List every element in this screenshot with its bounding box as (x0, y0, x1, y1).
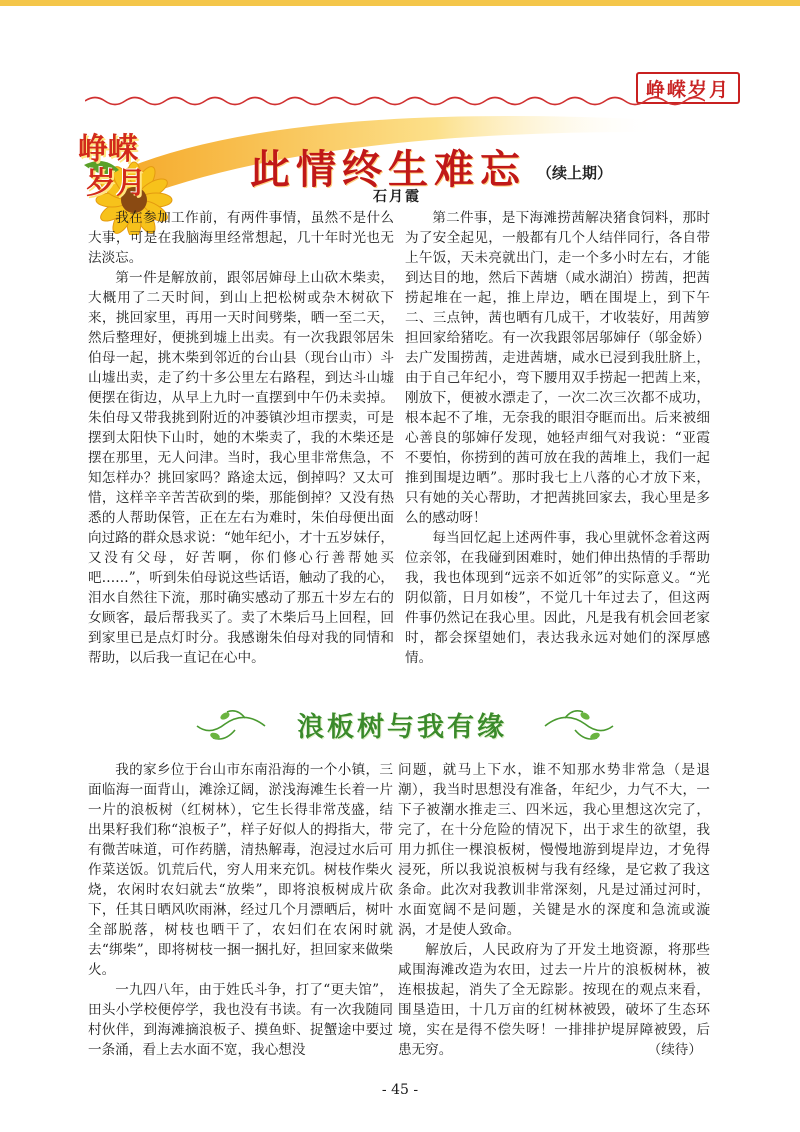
article2-column-2 (398, 760, 710, 1060)
to-be-continued: （续待） (647, 1042, 702, 1058)
wavy-divider (85, 94, 705, 108)
paragraph: 问题，就马上下水，谁不知那水势非常急（是退潮），我当时思想没有准备，年纪少，力气不大，一下子被潮水推走三、四米远，我心里想这次完了，完了，在十分危险的情况下，出于求生的欲望，我用力抓住一棵浪板树，慢慢地游到堤岸边，才免得浸死，所以我说浪板树与我有经缘，是它救了我这条命。此次对我教训非常深刻，凡是过涌过河时，水面宽阔不是问题，关键是水的深度和急流或漩涡，才是使人致命。 (398, 762, 710, 938)
paragraph: 我的家乡位于台山市东南沿海的一个小镇，三面临海一面背山，滩涂辽阔，淤浅海滩生长着一片一片的浪板树（红树林），它生长得非常茂盛，结出果籽我们称“浪板子”，样子好似人的拇指大，带有微苦味道，可作药膳，清热解毒，泡浸过水后可作菜送饭。饥荒后代，穷人用来充饥。树枝作柴火烧，农闲时农妇就去“放柴”，即将浪板树成片砍下，任其日晒风吹雨淋，经过几个月漂晒后，树叶全部脱落，树枝也晒干了，农妇们在农闲时就去“绑柴”，即将树枝一捆一捆扎好，担回家来做柴火。 (88, 762, 393, 978)
page-number: - 45 - (381, 1082, 419, 1098)
logo-text (78, 133, 198, 201)
section-tag-label: 峥嵘岁月 (645, 78, 730, 101)
article1-column-1 (88, 208, 394, 668)
logo-line2: 岁月 (86, 166, 146, 201)
logo-line1: 峥嵘 (78, 132, 138, 167)
article1-author: 石月霞 (373, 189, 421, 205)
article1-subtitle: （续上期） (537, 164, 613, 182)
article1-title: 此情终生难忘 (250, 147, 526, 193)
paragraph (398, 940, 710, 1060)
top-border-line (0, 0, 800, 6)
paragraph: 第一件是解放前，跟邻居婶母上山砍木柴卖，大概用了二天时间，到山上把松树或杂木树砍下来，挑回家里，再用一天时间劈柴，晒一至二天，然后整理好，便挑到墟上出卖。有一次我跟邻居朱伯母一起，挑木柴到邻近的台山县（现台山市）斗山墟出卖，走了约十多公里左右路程，到达斗山墟便摆在街边，从早上九时一直摆到中午仍未卖掉。朱伯母又带我挑到附近的冲蒌镇沙坦市摆卖，可是摆到太阳快下山时，她的木柴卖了，我的木柴还是摆在那里，无人问津。当时，我心里非常焦急，不知怎样办？挑回家吗？路途太远，倒掉吗？又太可惜，这样辛辛苦苦砍到的柴，那能倒掉？又没有热悉的人帮助保管，正在左右为难时，朱伯母便出面向过路的群众恳求说：“她年纪小，才十五岁妹仔，又没有父母，好苦啊，你们修心行善帮她买吧……”，听到朱伯母说这些话语，触动了我的心，泪水自然往下流，那时确实感动了那五十岁左右的女顾客，最后帮我买了。卖了木柴后马上回程，回到家里已是点灯时分。我感谢朱伯母对我的同情和帮助，以后我一直记在心中。 (88, 270, 395, 666)
article1-column-2 (405, 208, 710, 668)
paragraph: 我在参加工作前，有两件事情，虽然不是什么大事，可是在我脑海里经常想起，几十年时光也无法淡忘。 (88, 210, 394, 266)
paragraph: 一九四八年，由于姓氏斗争，打了“更夫馆”，田头小学校便停学，我也没有书读。有一次我随同村伙伴，到海滩摘浪板子、摸鱼虾、捉蟹途中要过一条涌，看上去水面不宽，我心想没 (88, 982, 393, 1058)
article2-title: 浪板树与我有缘 (297, 712, 507, 743)
paragraph-text: 解放后，人民政府为了开发土地资源，将那些咸围海滩改造为农田，过去一片片的浪板树林，被连根拔起，消失了全无踪影。按现在的观点来看，围垦造田，十几万亩的红树林被毁，破坏了生态环境，实在是得不偿失呀！一排排护堤屏障被毁，后患无穷。 (398, 942, 710, 1058)
article2-column-1 (88, 760, 393, 1060)
paragraph: 第二件事，是下海滩捞茜解决猪食饲料，那时为了安全起见，一般都有几个人结伴同行，各自带上午饭，天未亮就出门，走一个多小时左右，才能到达目的地，然后下茜塘（咸水湖泊）捞茜，把茜捞起堆在一起，推上岸边，晒在围堤上，到下午二、三点钟，茜也晒有几成干，才收装好，用茜箩担回家给猪吃。有一次我跟邻居邬婶仔（邬金娇）去广发围捞茜，走进茜塘，咸水已浸到我肚脐上，由于自己年纪小，弯下腰用双手捞起一把茜上来，刚放下，便被水漂走了，一次二次三次都不成功，根本起不了堆，无奈我的眼泪夺眶而出。后来被细心善良的邬婶仔发现，她轻声细气对我说：“亚霞不要怕，你捞到的茜可放在我的茜堆上，我们一起推到围堤边晒”。那时我七上八落的心才放下来，只有她的关心帮助，才把茜挑回家去，我心里是多么的感动呀！ (405, 210, 710, 526)
paragraph: 每当回忆起上述两件事，我心里就怀念着这两位亲邻，在我碰到困难时，她们伸出热情的手帮助我，我也体现到“远亲不如近邻”的实际意义。“光阴似箭，日月如梭”，不觉几十年过去了，但这两件事仍然记在我心里。因此，凡是我有机会回老家时，都会探望她们，表达我永远对她们的深厚感情。 (405, 530, 710, 666)
